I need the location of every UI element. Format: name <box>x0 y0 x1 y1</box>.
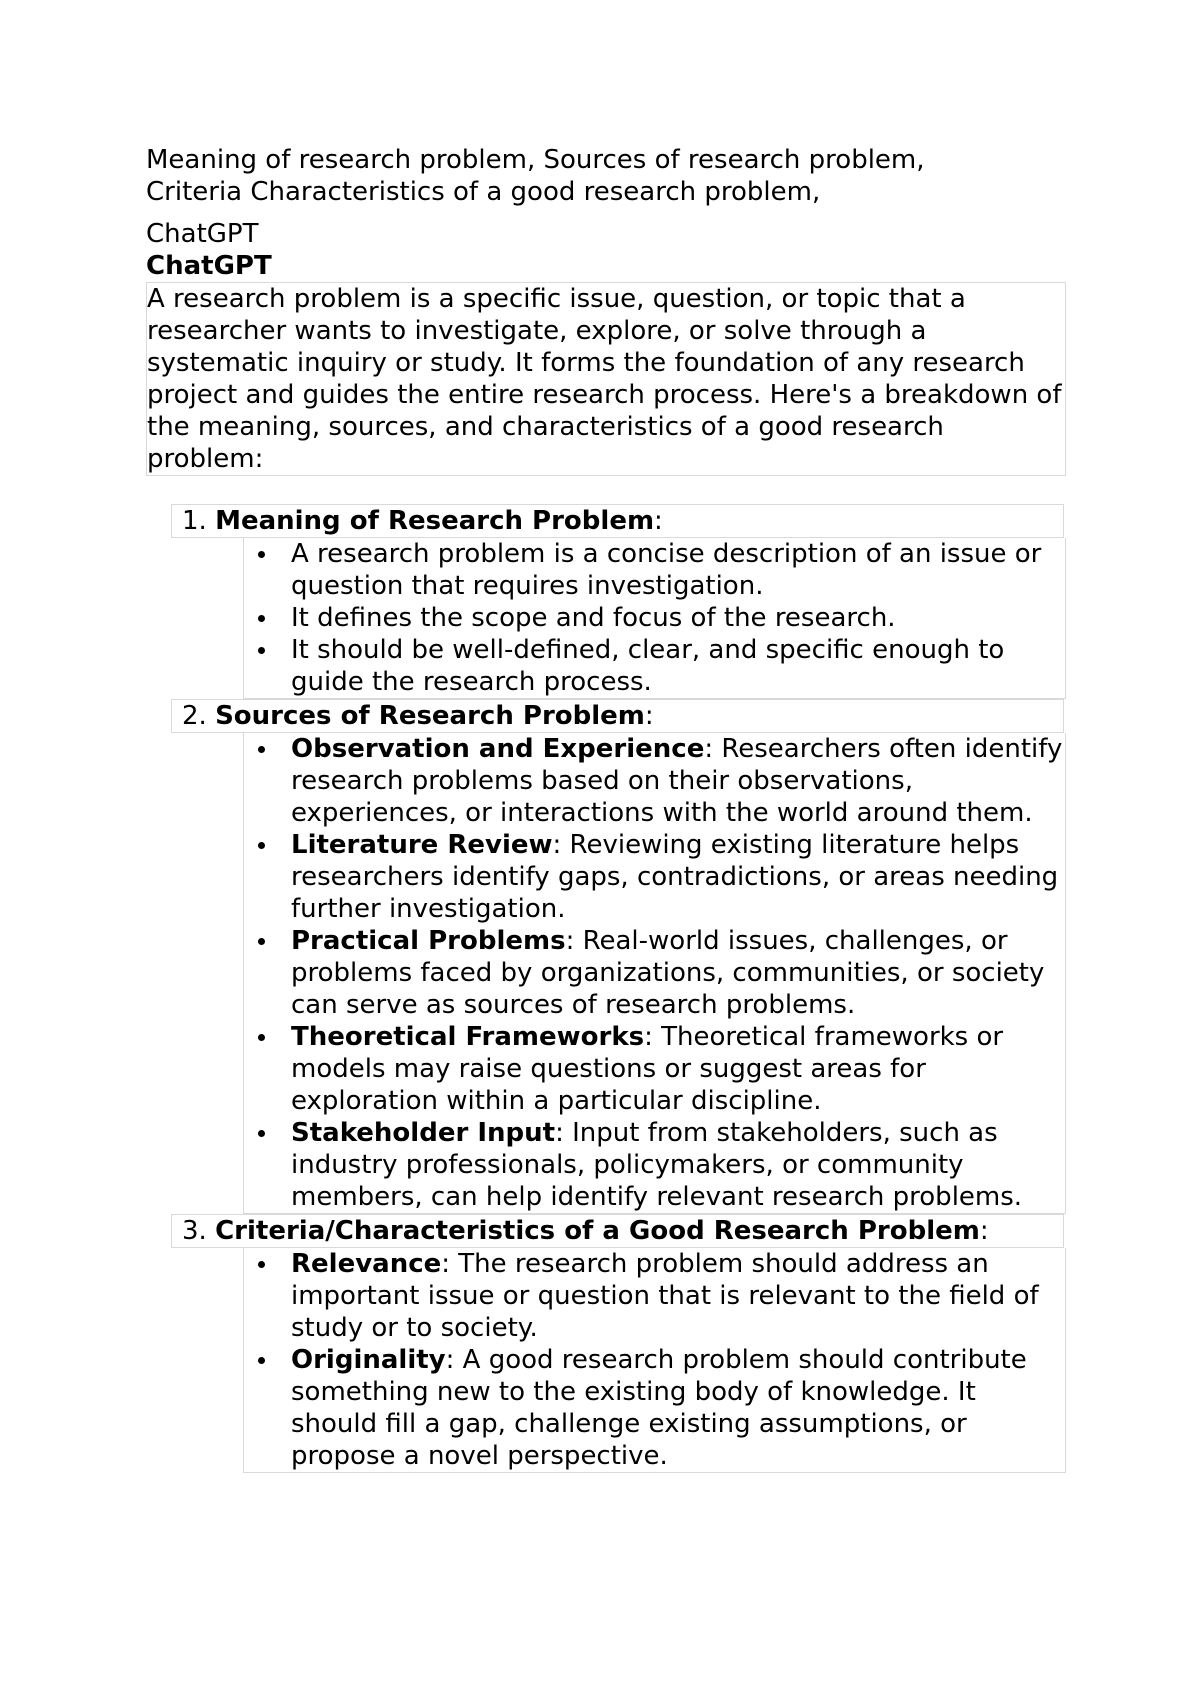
section-number: 1. <box>182 506 207 536</box>
point-text: Reviewing existing literature helps researchers identify gaps, contradictions, or areas needing further investigation. <box>291 830 1059 924</box>
point-text: Researchers often identify research problems based on their observations, experiences, or interactions with the world around them. <box>291 734 1063 828</box>
intro-paragraph: A research problem is a specific issue, question, or topic that a researcher wants to investigate, explore, or solve through a systematic inquiry or study. It forms the foundation of any research project and guides the entire research process. Here's a breakdown of the meaning, sources, and characteristics of a good research problem: <box>146 282 1066 476</box>
list-item <box>291 733 1065 829</box>
section-title: Meaning of Research Problem <box>215 506 655 536</box>
point-sep: : <box>445 1345 455 1375</box>
point-text: Input from stakeholders, such as industry professionals, policymakers, or community members, can help identify relevant research problems. <box>291 1118 1023 1212</box>
point-text: Real-world issues, challenges, or problems faced by organizations, communities, or society can serve as sources of research problems. <box>291 926 1045 1020</box>
sender-label: ChatGPT <box>146 219 259 249</box>
section-heading <box>171 1214 1064 1248</box>
prompt-line-2: Criteria Characteristics of a good research problem, <box>146 177 821 207</box>
list-item <box>291 1248 1065 1344</box>
list-item <box>291 1021 1065 1117</box>
point-term: Practical Problems <box>291 926 566 956</box>
point-text: It should be well-defined, clear, and specific enough to guide the research process. <box>291 635 1005 697</box>
section-number: 3. <box>182 1216 207 1246</box>
bullet-list <box>243 538 1066 699</box>
point-sep: : <box>565 926 575 956</box>
list-item <box>291 1344 1065 1472</box>
point-text: Theoretical frameworks or models may raise questions or suggest areas for exploration within a particular discipline. <box>291 1022 1004 1116</box>
list-item <box>291 602 1065 634</box>
section-colon: : <box>979 1216 989 1246</box>
point-sep: : <box>704 734 714 764</box>
point-term: Originality <box>291 1345 446 1375</box>
point-term: Relevance <box>291 1249 442 1279</box>
section-item <box>146 699 1066 1214</box>
point-term: Observation and Experience <box>291 734 705 764</box>
point-text: The research problem should address an important issue or question that is relevant to the field of study or to society. <box>291 1249 1039 1343</box>
section-item <box>146 504 1066 699</box>
list-item <box>291 538 1065 602</box>
bullet-list <box>243 1248 1066 1473</box>
point-text: A research problem is a concise description of an issue or question that requires investigation. <box>291 539 1042 601</box>
section-list <box>146 504 1066 1473</box>
user-prompt <box>146 144 1066 208</box>
list-item <box>291 829 1065 925</box>
section-colon: : <box>644 701 654 731</box>
point-sep: : <box>555 1118 564 1148</box>
prompt-line-1: Meaning of research problem, Sources of research problem, <box>146 145 925 175</box>
list-item <box>291 1117 1065 1213</box>
point-sep: : <box>552 830 562 860</box>
point-text: It defines the scope and focus of the research. <box>291 603 896 633</box>
section-heading <box>171 699 1064 733</box>
bullet-list <box>243 733 1066 1214</box>
document-page <box>146 144 1066 1473</box>
list-item <box>291 634 1065 698</box>
list-item <box>291 925 1065 1021</box>
section-item <box>146 1214 1066 1473</box>
point-text: A good research problem should contribute something new to the existing body of knowledge. It should fill a gap, challenge existing assumptions, or propose a novel perspective. <box>291 1345 1027 1471</box>
point-term: Stakeholder Input <box>291 1118 556 1148</box>
section-colon: : <box>654 506 663 536</box>
section-title: Criteria/Characteristics of a Good Research Problem <box>215 1216 980 1246</box>
sender-heading: ChatGPT <box>146 251 272 281</box>
point-term: Literature Review <box>291 830 553 860</box>
section-number: 2. <box>182 701 207 731</box>
point-term: Theoretical Frameworks <box>291 1022 645 1052</box>
section-heading <box>171 504 1064 538</box>
point-sep: : <box>644 1022 653 1052</box>
point-sep: : <box>441 1249 451 1279</box>
section-title: Sources of Research Problem <box>215 701 645 731</box>
